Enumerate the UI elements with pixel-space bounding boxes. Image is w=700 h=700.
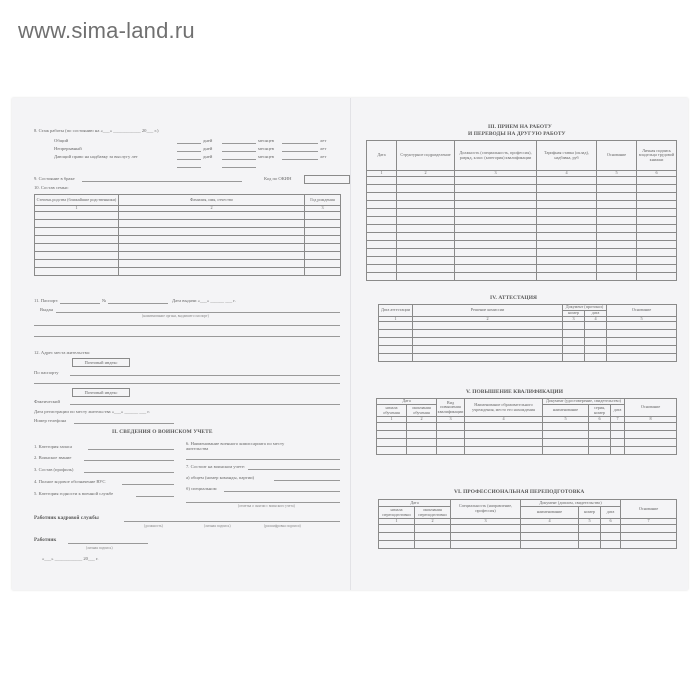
hiring-table: Дата Структурное подразделение Должность (специальность, профессия), разряд, класс (категория) квалификации Тарифная ставка (оклад), надбавка, руб Основание Личная подпись владельца трудовой книжки 1 2 3 4 5 6: [366, 140, 677, 281]
section5-title: V. ПОВЫШЕНИЕ КВАЛИФИКАЦИИ: [466, 389, 563, 395]
watermark-text: www.sima-land.ru: [18, 18, 195, 43]
unit-years: лет: [320, 138, 327, 143]
personal-card-sheet: [12, 98, 688, 590]
reg-date: Дата регистрации по месту жительства «___» ______ ___ г.: [34, 409, 150, 414]
postal-box-2: Почтовый индекс: [72, 388, 130, 397]
passport-date: Дата выдачи «___» ______ ___ г.: [172, 298, 236, 303]
issued-label: Выдан: [40, 307, 53, 312]
postal-box-1: Почтовый индекс: [72, 358, 130, 367]
family-header-relation: Степень родства (ближайшие родственники): [35, 195, 119, 206]
worker-label: Работник: [34, 538, 57, 543]
attestation-table: Дата аттестации Решение комиссии Документ (протокол) Основание номер дата 1 2 3 4 5: [378, 304, 677, 362]
family-table: Степень родства (ближайшие родственники) Фамилия, имя, отчество Год рождения 1 2 3: [34, 194, 341, 276]
worker-date: «___» ____________ 20___ г.: [42, 556, 99, 561]
okin-box: [304, 175, 350, 184]
okin-label: Код по ОКИН: [264, 176, 292, 181]
hr-worker-label: Работник кадровой службы: [34, 516, 99, 521]
item9-label: 9. Состояние в браке: [34, 176, 75, 181]
item11-label: 11. Паспорт:: [34, 298, 59, 303]
right-page: [350, 98, 688, 590]
family-header-year: Год рождения: [305, 195, 341, 206]
mil-6: 6. Наименование военного комиссариата по месту жительства: [186, 441, 285, 451]
mil-4: 4. Полное кодовое обозначение ВУС: [34, 479, 106, 484]
stazh-general: Общий: [54, 138, 69, 143]
mil-7b: б) специальном: [186, 486, 217, 491]
qualification-table: Дата Вид повышения квалификации Наименование образовательного учреждения, место его нахождения Документ (удостоверение, свидетельство) Основание начала обучения окончания обучения наименование серия, номер дата 1 2 3 4 5 6 7 8: [376, 398, 677, 455]
unit-days: дней: [203, 138, 213, 143]
section6-title: VI. ПРОФЕССИОНАЛЬНАЯ ПЕРЕПОДГОТОВКА: [454, 489, 585, 495]
item12-label: 12. Адрес места жительства:: [34, 350, 91, 355]
section4-title: IV. АТТЕСТАЦИЯ: [490, 295, 537, 301]
by-passport-label: По паспорту: [34, 370, 59, 375]
section3-title-2: И ПЕРЕВОДЫ НА ДРУГУЮ РАБОТУ: [468, 131, 566, 137]
stazh-continuous: Непрерывный: [54, 146, 82, 151]
mil-7a: а) общем (номер команды, партии): [186, 475, 255, 480]
unit-months: месяцев: [258, 138, 274, 143]
actual-label: Фактический: [34, 399, 60, 404]
section2-title: II. СВЕДЕНИЯ О ВОИНСКОМ УЧЕТЕ: [112, 429, 213, 435]
item10-label: 10. Состав семьи:: [34, 185, 69, 190]
retraining-table: Дата Специальность (направление, профессия) Документ (диплом, свидетельство) Основание начала переподготовки окончания переподготовки наименование номер дата 1 2 3 4 5 6 7: [378, 499, 677, 549]
phone-label: Номер телефона: [34, 418, 67, 423]
mil-3: 3. Состав (профиль): [34, 467, 74, 472]
mil-2: 2. Воинское звание: [34, 455, 72, 460]
mil-1: 1. Категория запаса: [34, 444, 73, 449]
family-header-name: Фамилия, имя, отчество: [119, 195, 305, 206]
mil-7: 7. Состоит на воинском учете:: [186, 464, 246, 469]
left-page: 8. Стаж работы (по состоянию на «___» ____________ 20___ г.) Общий Непрерывный Дающий право на надбавку за выслугу лет дней месяцев лет дней месяцев лет дней месяцев лет 9. Состояние в браке Код по ОКИН 10. Состав семьи: Степень родства (ближайшие родственники) Фамилия, имя, отчество Год рождения 1 2 3 11. Паспорт: № Дата выдачи «___» ______ ___ г. Выдан (наименование органа, выдавшего паспорт) 12. Адрес места жительства: Почтовый индекс По паспорту Почтовый индекс Фактический Дата регистрации по месту жительства «___» ______ ___ г. Номер телефона II. СВЕДЕНИЯ О ВОИНСКОМ УЧЕТЕ 1. Категория запаса 2. Воинское звание 3. Состав (профиль) 4. Полное кодовое обозначение ВУС 5. Категория годности к военной службе 6. Наименование военного комиссариата по месту жительства 7. Состоит на воинском учете: а) общем (номер команды, партии) б) специальном (отметка о снятии с воинского учета) Работник кадровой службы (должность) (личная подпись) (расшифровка подписи) Работник (личная подпись) «___» ____________ 20___ г.: [12, 98, 350, 590]
mil-5: 5. Категория годности к военной службе: [34, 491, 114, 496]
item8-label: 8. Стаж работы (по состоянию на «___» ____________ 20___ г.): [34, 128, 159, 133]
stazh-bonus: Дающий право на надбавку за выслугу лет: [54, 154, 138, 159]
section3-title-1: III. ПРИЕМ НА РАБОТУ: [488, 124, 552, 130]
